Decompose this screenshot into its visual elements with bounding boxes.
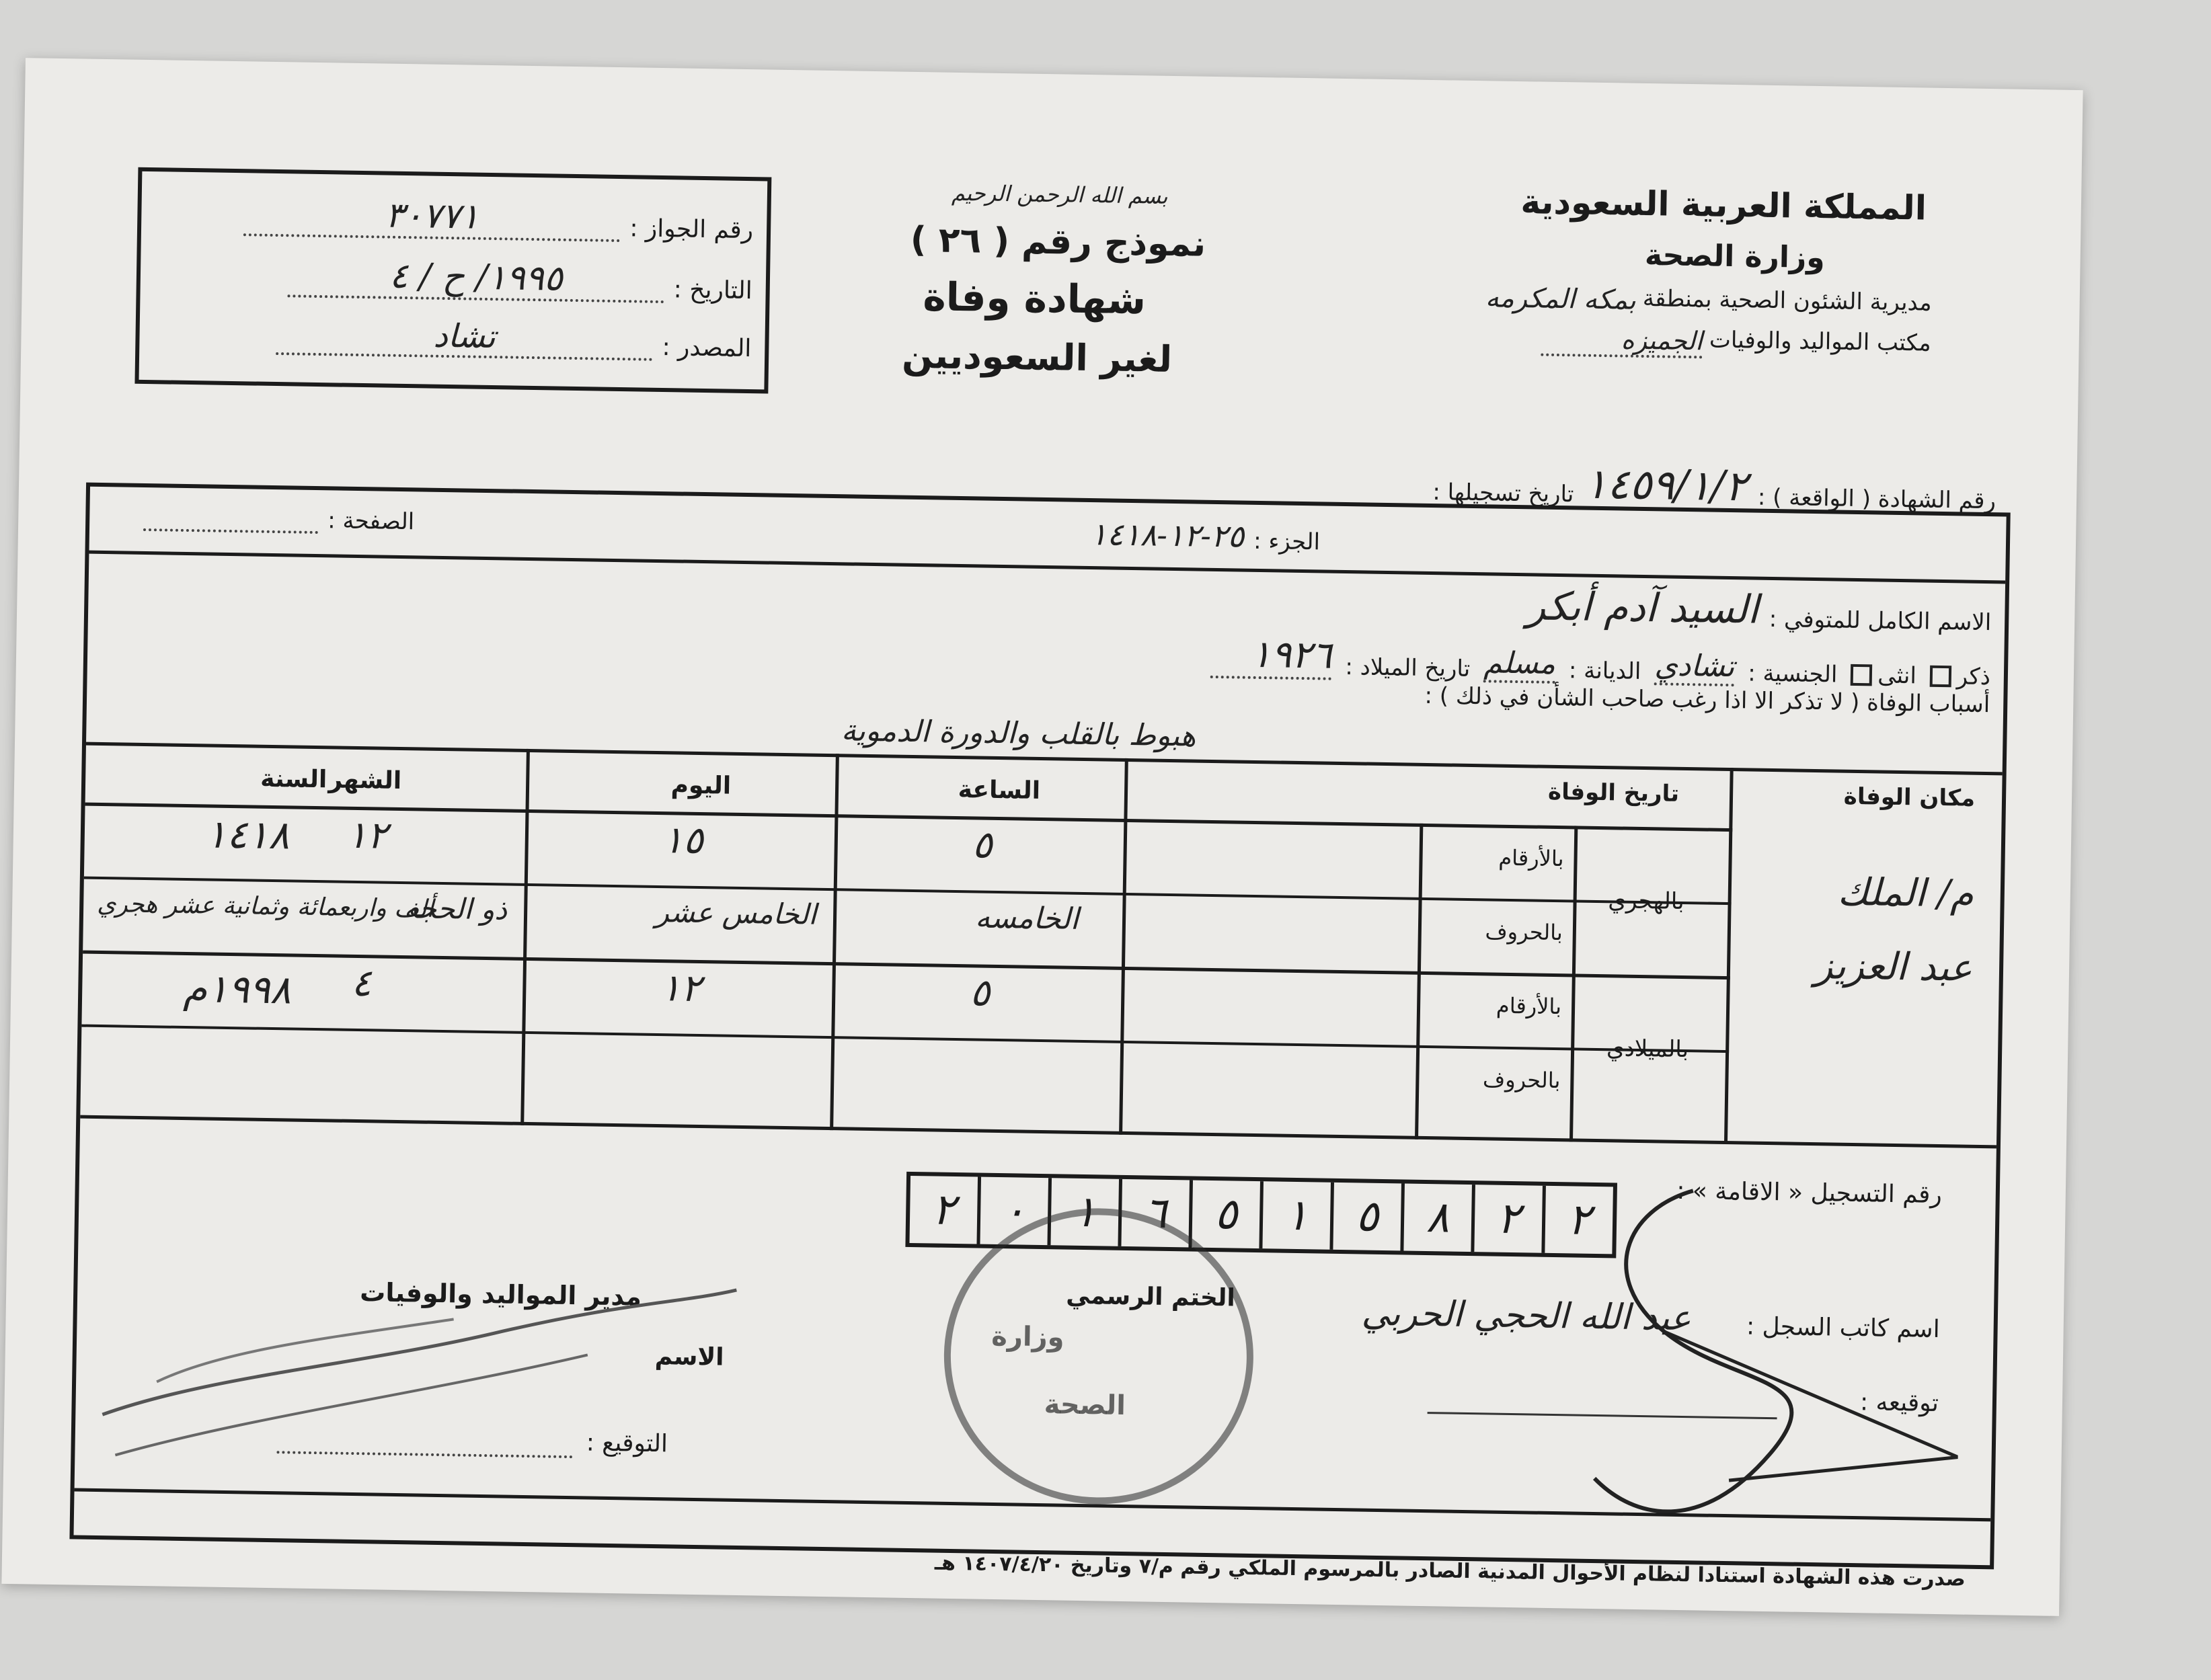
male-checkbox[interactable] — [1930, 666, 1951, 687]
manager-sign-label: التوقيع : — [586, 1429, 668, 1458]
deceased-name-label: الاسم الكامل للمتوفي : — [1769, 605, 1992, 637]
hijri-year: ١٤١٨ — [205, 811, 290, 858]
manager-name-label: الاسم — [654, 1343, 724, 1371]
hijri-letters-label: بالحروف — [1485, 918, 1563, 946]
registration-date-value: ٢٥-١٢-١٤١٨ — [1090, 516, 1245, 555]
greg-year: ١٩٩٨م — [182, 965, 292, 1013]
main-frame — [69, 483, 2010, 1570]
form-title: شهادة وفاة — [923, 274, 1147, 323]
greg-month: ٤ — [350, 961, 372, 1006]
passport-source-value: تشاد — [276, 315, 653, 361]
passport-date-value: ١٩٩٥/ ح / ٤ — [287, 254, 664, 303]
registration-date-label: تاريخ تسجيلها : — [1432, 479, 1574, 508]
certificate-paper — [1, 58, 2083, 1616]
form-number: نموذج رقم ( ٢٦ ) — [910, 219, 1206, 265]
registrar-signature-scribble — [1486, 1168, 1963, 1552]
religion-label: الديانة : — [1568, 657, 1641, 685]
registrar-value: عبد الله الحجي الحربي — [1361, 1293, 1692, 1339]
registration-digit: ٠ — [980, 1177, 1052, 1246]
form-subtitle: لغير السعوديين — [901, 333, 1173, 381]
directorate-value: بمكه المكرمه — [1485, 282, 1637, 316]
birth-date-value: ١٩٢٦ — [1210, 632, 1332, 680]
greg-hour: ٥ — [969, 971, 991, 1015]
place-value-1: م/ الملك — [1837, 870, 1974, 916]
nationality-label: الجنسية : — [1747, 659, 1838, 688]
passport-date-row — [287, 254, 752, 305]
passport-box — [134, 167, 771, 394]
place-header: مكان الوفاة — [1843, 783, 1976, 812]
basmala: بسم الله الرحمن الرحيم — [951, 179, 1168, 209]
month-header: الشهر — [328, 766, 402, 795]
directorate-label: مديرية الشئون الصحية بمنطقة — [1642, 284, 1932, 317]
female-checkbox[interactable] — [1851, 664, 1872, 686]
year-header: السنة — [260, 764, 327, 794]
registrar-label: اسم كاتب السجل : — [1746, 1312, 1940, 1344]
ministry-title: وزارة الصحة — [1644, 237, 1826, 276]
registration-digit: ٢ — [1567, 1195, 1591, 1245]
legal-note: صدرت هذه الشهادة استنادا لنظام الأحوال المدنية الصادر بالمرسوم الملكي رقم م/٧ وتاريخ ١٤٠٧/٤/٢٠ هـ — [934, 1551, 1966, 1591]
female-option[interactable] — [1851, 662, 1916, 690]
registration-digit: ٢ — [1474, 1185, 1546, 1253]
cause-label: أسباب الوفاة ( لا تذكر الا اذا رغب صاحب الشأن في ذلك ) : — [1424, 682, 1990, 719]
day-header: اليوم — [670, 771, 732, 800]
office-line — [1541, 324, 1931, 362]
office-value: الجميزه — [1541, 324, 1703, 359]
religion-value: مسلم — [1483, 645, 1556, 684]
registration-digit: ٨ — [1403, 1184, 1475, 1252]
registration-digit: ٢ — [909, 1176, 981, 1244]
page-row — [143, 504, 415, 535]
registration-digit: ٥ — [1333, 1183, 1405, 1251]
hijri-month-words: ذو الحجه — [403, 891, 508, 926]
hijri-month: ١٢ — [346, 813, 388, 858]
kingdom-title: المملكة العربية السعودية — [1520, 182, 1927, 228]
gregorian-label: بالميلادي — [1606, 1035, 1689, 1064]
part-label: الجزء : — [1253, 527, 1321, 556]
stamp-label: الختم الرسمي — [1065, 1281, 1236, 1312]
registration-digit: ٦ — [1121, 1179, 1193, 1248]
nationality-value: تشادي — [1654, 648, 1735, 686]
stamp-text: الصحة — [1044, 1389, 1126, 1422]
part-row — [1090, 516, 1320, 555]
registration-label: رقم التسجيل « الاقامة » : — [1676, 1176, 1943, 1209]
deceased-name-row — [1526, 583, 1992, 636]
passport-number-value: ٣٠٧٧١ — [243, 193, 621, 242]
place-value-2: عبد العزيز — [1814, 944, 1973, 990]
office-label: مكتب المواليد والوفيات — [1709, 326, 1932, 357]
manager-title: مدير المواليد والوفيات — [359, 1277, 642, 1312]
hour-header: الساعة — [958, 776, 1041, 805]
certificate-number-value: ١٤٥٩/١/٢ — [1584, 458, 1748, 511]
hijri-hour-words: الخامسه — [974, 900, 1079, 936]
passport-number-row — [243, 193, 754, 244]
greg-day: ١٢ — [660, 966, 701, 1011]
page-value-line — [143, 528, 318, 534]
greg-numbers-label: بالأرقام — [1496, 992, 1562, 1020]
registration-digit: ١ — [1050, 1178, 1122, 1246]
passport-source-row — [276, 315, 752, 362]
directorate-line — [1485, 282, 1932, 320]
divider — [89, 551, 2005, 584]
male-label: ذكر — [1956, 663, 1991, 691]
hijri-hour: ٥ — [972, 823, 993, 867]
page-label: الصفحة : — [327, 507, 415, 536]
hijri-numbers-label: بالأرقام — [1498, 844, 1564, 872]
death-table — [80, 742, 2002, 1149]
passport-date-label: التاريخ : — [673, 276, 753, 305]
details-row — [1210, 632, 1991, 690]
male-option[interactable] — [1930, 663, 1991, 690]
cause-value: هبوط بالقلب والدورة الدموية — [841, 713, 1196, 754]
deceased-name-value: السيد آدم أبكر — [1526, 583, 1759, 633]
registrar-signature-label: توقيعه : — [1859, 1388, 1939, 1418]
registration-digit: ٥ — [1192, 1181, 1264, 1249]
female-label: انثى — [1877, 662, 1917, 690]
birth-date-label: تاريخ الميلاد : — [1345, 653, 1471, 682]
registration-digit: ١ — [1262, 1181, 1334, 1250]
certificate-number-label: رقم الشهادة ( الواقعة ) : — [1757, 483, 1996, 515]
passport-number-label: رقم الجواز : — [629, 214, 754, 245]
date-group-header: تاريخ الوفاة — [1547, 778, 1680, 807]
passport-source-label: المصدر : — [662, 333, 752, 363]
hijri-year-words: ألف واربعمائة وثمانية عشر هجري — [96, 889, 434, 923]
greg-letters-label: بالحروف — [1482, 1066, 1561, 1094]
hijri-day: ١٥ — [662, 818, 704, 863]
stamp-text: وزارة — [991, 1320, 1064, 1353]
hijri-day-words: الخامس عشر — [655, 895, 817, 931]
hijri-label: بالهجري — [1608, 887, 1684, 916]
